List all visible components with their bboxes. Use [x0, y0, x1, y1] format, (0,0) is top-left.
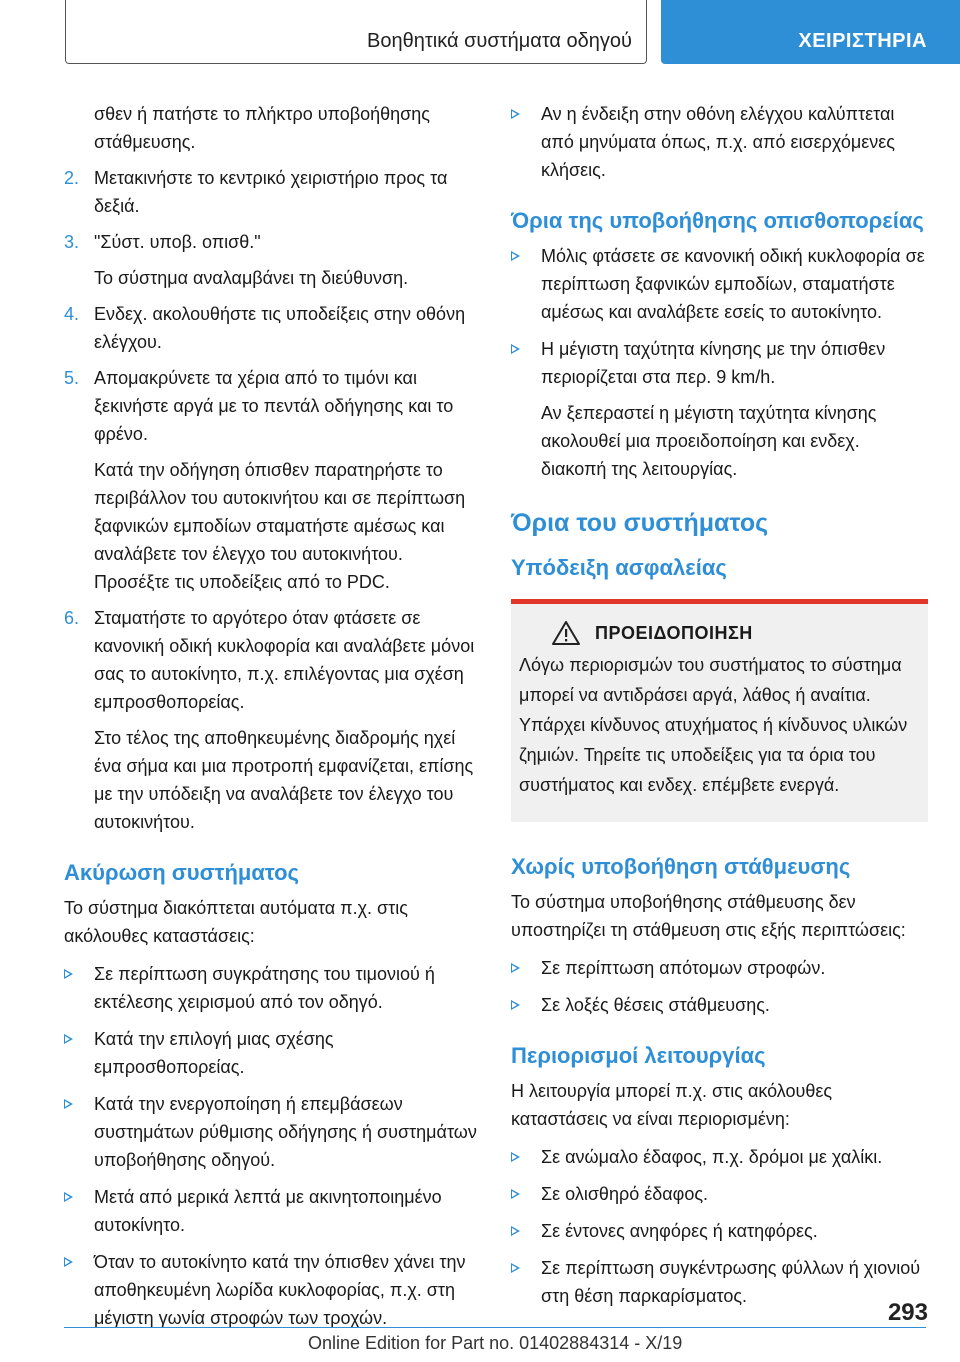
triangle-bullet-icon — [511, 1263, 520, 1273]
triangle-bullet-icon — [511, 109, 520, 119]
step-item — [64, 604, 478, 836]
step-text: Απομακρύνετε τα χέρια από το τιμόνι και ξεκινήστε αργά με το πεντάλ οδήγησης και το φρένο. — [94, 368, 454, 444]
bullet-text: Σε περίπτωση συγκέντρωσης φύλλων ή χιονιού στη θέση παρκαρίσματος. — [541, 1258, 921, 1306]
triangle-bullet-icon — [511, 963, 520, 973]
step-text: Κατά την οδήγηση όπισθεν παρατηρήστε το περιβάλλον του αυτοκινήτου και σε περίπτωση ξαφνικών εμποδίων σταματήστε αμέσως και αναλάβετε τον έλεγχο του αυτοκινήτου. Προσέξτε τις υποδείξεις από το PDC. — [94, 460, 466, 592]
triangle-bullet-icon — [511, 1152, 520, 1162]
step-item — [64, 164, 478, 220]
page-header — [0, 0, 960, 66]
bullet-text: Σε περίπτωση συγκράτησης του τιμονιού ή εκτέλεσης χειρισμού από τον οδηγό. — [94, 964, 435, 1012]
step-number: 4. — [64, 304, 80, 324]
step-item — [64, 300, 478, 356]
triangle-bullet-icon — [64, 1257, 73, 1267]
triangle-bullet-icon — [64, 1099, 73, 1109]
right-column — [511, 100, 928, 1319]
func-limits-intro: Η λειτουργία μπορεί π.χ. στις ακόλουθες καταστάσεις να είναι περιορισμένη: — [511, 1081, 833, 1129]
list-item — [511, 1217, 928, 1245]
warning-box — [511, 599, 928, 822]
bullet-text: Κατά την επιλογή μιας σχέσης εμπροσθοπορείας. — [94, 1029, 334, 1077]
triangle-bullet-icon — [511, 344, 520, 354]
bullet-text: Μετά από μερικά λεπτά με ακινητοποιημένο αυτοκίνητο. — [94, 1187, 442, 1235]
step-text: Μετακινήστε το κεντρικό χειριστήριο προς τα δεξιά. — [94, 168, 448, 216]
page-number: 293 — [887, 1299, 928, 1326]
cancel-heading: Ακύρωση συστήματος — [64, 860, 299, 885]
triangle-bullet-icon — [511, 1226, 520, 1236]
bullet-text: Η μέγιστη ταχύτητα κίνησης με την όπισθεν περιορίζεται στα περ. 9 km/h. — [541, 339, 886, 387]
section-tab — [65, 0, 647, 64]
cancel-intro: Το σύστημα διακόπτεται αυτόματα π.χ. στις ακόλουθες καταστάσεις: — [64, 898, 408, 946]
section-title: Βοηθητικά συστήματα οδηγού — [367, 30, 632, 52]
bullet-text: Σε ολισθηρό έδαφος. — [541, 1184, 709, 1204]
no-assist-heading: Χωρίς υποβοήθηση στάθμευσης — [511, 854, 851, 879]
list-item — [64, 1090, 478, 1174]
list-item — [64, 1183, 478, 1239]
step-item — [64, 228, 478, 292]
bullet-text: Αν η ένδειξη στην οθόνη ελέγχου καλύπτεται από μηνύματα όπως, π.χ. από εισερχόμενες κλήσεις. — [541, 104, 895, 180]
triangle-bullet-icon — [511, 1189, 520, 1199]
safety-heading: Υπόδειξη ασφαλείας — [511, 555, 727, 580]
step-text: Το σύστημα αναλαμβάνει τη διεύθυνση. — [94, 268, 409, 288]
chapter-title: ΧΕΙΡΙΣΤΗΡΙΑ — [798, 30, 927, 52]
warning-header — [551, 620, 920, 646]
limits-heading: Όρια της υποβοήθησης οπισθοπορείας — [511, 208, 924, 233]
list-item — [511, 1254, 928, 1310]
system-limits-heading: Όρια του συστήματος — [511, 509, 769, 537]
triangle-bullet-icon — [511, 1000, 520, 1010]
func-limits-heading: Περιορισμοί λειτουργίας — [511, 1043, 766, 1068]
step-number: 5. — [64, 368, 80, 388]
bullet-text: Μόλις φτάσετε σε κανονική οδική κυκλοφορία σε περίπτωση ξαφνικών εμποδίων, σταματήστε αμέσως και αναλάβετε εσείς το αυτοκίνητο. — [541, 246, 925, 322]
list-item — [511, 991, 928, 1019]
bullet-text: Σε έντονες ανηφόρες ή κατηφόρες. — [541, 1221, 818, 1241]
bullet-text: Σε περίπτωση απότομων στροφών. — [541, 958, 826, 978]
bullet-text: Κατά την ενεργοποίηση ή επεμβάσεων συστημάτων ρύθμισης οδήγησης ή συστημάτων υποβοήθησης οδηγού. — [94, 1094, 477, 1170]
list-item — [511, 1143, 928, 1171]
left-column — [64, 100, 478, 1341]
list-item — [511, 954, 928, 982]
step-text: Σταματήστε το αργότερο όταν φτάσετε σε κανονική οδική κυκλοφορία και αναλάβετε μόνοι σας το αυτοκίνητο, π.χ. επιλέγοντας μια σχέση εμπροσθοπορείας. — [94, 608, 475, 712]
step-text: Ενδεχ. ακολουθήστε τις υποδείξεις στην οθόνη ελέγχου. — [94, 304, 466, 352]
step-item — [64, 364, 478, 596]
edition-text: Online Edition for Part no. 01402884314 - X/19 — [308, 1333, 683, 1353]
warning-triangle-icon — [551, 620, 581, 646]
list-item — [64, 960, 478, 1016]
bullet-text: Όταν το αυτοκίνητο κατά την όπισθεν χάνει την αποθηκευμένη λωρίδα κυκλοφορίας, π.χ. στη μέγιστη γωνία στροφών των τροχών. — [94, 1252, 466, 1328]
step-continuation — [64, 100, 478, 156]
list-item — [511, 242, 928, 326]
list-item — [511, 1180, 928, 1208]
intro-text: σθεν ή πατήστε το πλήκτρο υποβοήθησης στάθμευσης. — [94, 104, 430, 152]
bullet-text: Αν ξεπεραστεί η μέγιστη ταχύτητα κίνησης ακολουθεί μια προειδοποίηση και ενδεχ. διακοπή της λειτουργίας. — [541, 403, 877, 479]
footer-divider — [64, 1327, 926, 1328]
triangle-bullet-icon — [511, 251, 520, 261]
step-number: 2. — [64, 168, 80, 188]
warning-title: ΠΡΟΕΙΔΟΠΟΙΗΣΗ — [595, 622, 753, 643]
triangle-bullet-icon — [64, 969, 73, 979]
list-item — [511, 100, 928, 184]
step-text: Στο τέλος της αποθηκευμένης διαδρομής ηχεί ένα σήμα και μια προτροπή εμφανίζεται, επίσης με την υπόδειξη να αναλάβετε τον έλεγχο του αυτοκινήτου. — [94, 728, 474, 832]
step-text: "Σύστ. υποβ. οπισθ." — [94, 232, 261, 252]
list-item — [64, 1025, 478, 1081]
step-number: 6. — [64, 608, 80, 628]
step-number: 3. — [64, 232, 80, 252]
triangle-bullet-icon — [64, 1034, 73, 1044]
triangle-bullet-icon — [64, 1192, 73, 1202]
warning-text: Λόγω περιορισμών του συστήματος το σύστημα μπορεί να αντιδράσει αργά, λάθος ή αναίτια. Υπάρχει κίνδυνος ατυχήματος ή κίνδυνος υλικών ζημιών. Τηρείτε τις υποδείξεις για τα όρια του συστήματος και ενδεχ. επέμβετε ενεργά. — [519, 655, 908, 795]
bullet-text: Σε ανώμαλο έδαφος, π.χ. δρόμοι με χαλίκι. — [541, 1147, 883, 1167]
no-assist-intro: Το σύστημα υποβοήθησης στάθμευσης δεν υποστηρίζει τη στάθμευση στις εξής περιπτώσεις: — [511, 892, 906, 940]
list-item — [511, 335, 928, 483]
chapter-tab — [661, 0, 960, 64]
list-item — [64, 1248, 478, 1332]
bullet-text: Σε λοξές θέσεις στάθμευσης. — [541, 995, 770, 1015]
